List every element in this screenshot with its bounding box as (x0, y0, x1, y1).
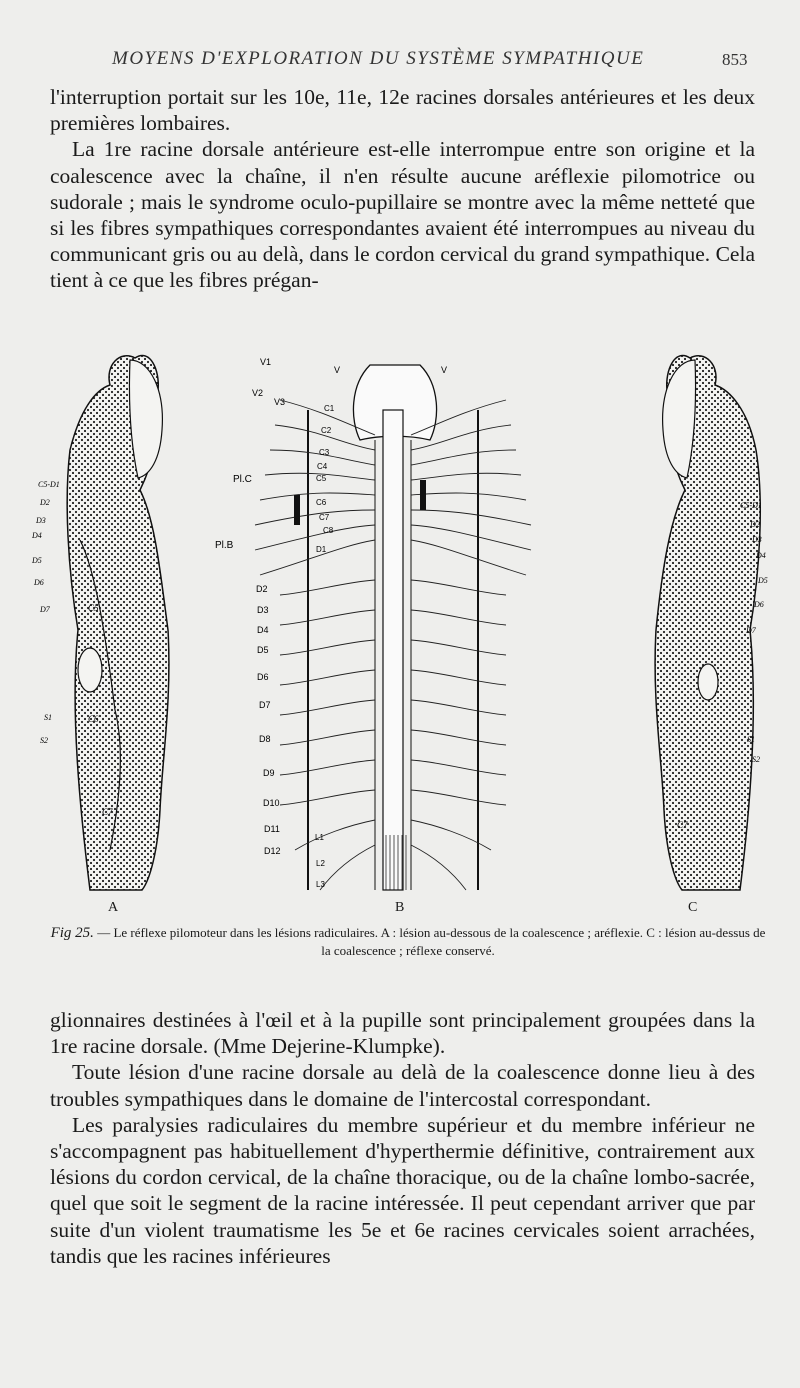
panel-c-label-c7: C7 (677, 820, 688, 830)
panel-a-label-d4: D4 (32, 531, 42, 540)
paragraph: Toute lésion d'une racine dorsale au delà de la coalescence donne lieu à des troubles sympathiques dans le domaine de l'intercostal correspondant. (50, 1060, 755, 1111)
panel-a-label-c6: C6 (88, 714, 99, 724)
paragraph: La 1re racine dorsale antérieure est-elle interrompue entre son origine et la coalescence avec la chaîne, il n'en résulte aucune aréflexie pilomotrice ou sudorale ; mais le syndrome oculo-pupillaire se montre avec la même netteté que si les fibres sympathiques correspondantes avaient été interrompues au niveau du communicant gris ou au delà, dans le cordon cervical du grand sympathique. Cela tient à ce que les fibres prégan- (50, 137, 755, 293)
spine-label-c7: C7 (319, 513, 330, 522)
spine-label-v-right: V (441, 365, 448, 375)
panel-a-label-c7: C7 (102, 807, 113, 817)
spine-label-c2: C2 (321, 426, 332, 435)
caption-text: — Le réflexe pilomoteur dans les lésions radiculaires. A : lésion au-dessous de la coalescence ; aréflexie. C : lésion au-dessus de la coalescence ; réflexe conservé. (97, 925, 766, 958)
panel-a-label-d6: D6 (34, 578, 44, 587)
spine-label-c5: C5 (316, 474, 327, 483)
spine-label-d9: D9 (263, 768, 275, 778)
figure-number: Fig 25. (50, 925, 94, 941)
spine-label-d1: D1 (316, 545, 327, 554)
page-number: 853 (722, 50, 748, 69)
spine-label-c8: C8 (323, 526, 334, 535)
panel-c-label-d5: D5 (758, 576, 768, 585)
spine-label-v3: V3 (274, 397, 286, 407)
spine-label-c1: C1 (324, 404, 335, 413)
panel-c-label-d3: D3 (752, 535, 762, 544)
spine-label-v1: V1 (260, 357, 272, 367)
spine-label-d11: D11 (264, 824, 280, 834)
panel-c-label-d7: D7 (746, 626, 756, 635)
spine-label-l2: L2 (316, 859, 325, 868)
panel-c-label-d4: D4 (756, 551, 766, 560)
spine-label-v2: V2 (252, 388, 264, 398)
body-text-top (50, 84, 755, 294)
panel-a-label-d3: D3 (36, 516, 46, 525)
spine-label-d2: D2 (256, 584, 268, 594)
spine-label-v-left: V (334, 365, 341, 375)
panel-a-label-c5-d1: C5-D1 (38, 480, 60, 489)
spine-label-d6: D6 (257, 672, 269, 682)
panel-b-spine (255, 365, 531, 890)
panel-label-b: B (395, 900, 405, 915)
panel-c-body (655, 356, 760, 890)
spine-label-plc: Pl.C (233, 474, 252, 485)
paragraph: glionnaires destinées à l'œil et à la pupille sont principalement groupées dans la 1re racine dorsale. (Mme Dejerine-Klumpke). (50, 1008, 755, 1059)
spine-label-l3: L3 (316, 880, 325, 889)
running-head-title: MOYENS D'EXPLORATION DU SYSTÈME SYMPATHIQUE (112, 48, 645, 69)
spine-label-d10: D10 (263, 798, 280, 808)
paragraph: l'interruption portait sur les 10e, 11e, 12e racines dorsales antérieures et les deux premières lombaires. (50, 85, 755, 136)
spine-label-d4: D4 (257, 625, 269, 635)
panel-a-body (67, 356, 169, 890)
spine-label-c4: C4 (317, 462, 328, 471)
paragraph: Les paralysies radiculaires du membre supérieur et du membre inférieur ne s'accompagnent pas habituellement d'hyperthermie définitive, contrairement aux lésions du cordon cervical, de la chaîne thoracique, ou de la chaîne lombo-sacrée, quel que soit le segment de la racine intéressée. Il peut cependant arriver que par suite d'un violent traumatisme les 5e et 6e racines cervicales soient arrachées, tandis que les racines inférieures (50, 1112, 755, 1268)
panel-c-label-c5-d1: C5-D1 (740, 501, 762, 510)
spine-label-d12: D12 (264, 846, 281, 856)
panel-label-a: A (108, 900, 119, 915)
running-head (0, 48, 800, 74)
panel-a-label-d5: D5 (32, 556, 42, 565)
panel-a-label-d7: D7 (40, 605, 50, 614)
panel-a-label-s2: S2 (40, 736, 48, 745)
figure-caption (48, 924, 768, 960)
spine-label-plb: Pl.B (215, 540, 234, 551)
panel-a-label-s1: S1 (44, 713, 52, 722)
spine-label-d7: D7 (259, 700, 271, 710)
spine-label-l1: L1 (315, 833, 324, 842)
spine-label-d5: D5 (257, 645, 269, 655)
panel-c-label-s2: S2 (752, 755, 760, 764)
spine-label-d3: D3 (257, 605, 269, 615)
spine-label-c3: C3 (319, 448, 330, 457)
panel-a-label-d2: D2 (40, 498, 50, 507)
figure-25 (32, 330, 775, 920)
spine-label-d8: D8 (259, 734, 271, 744)
panel-c-label-d2: D2 (750, 520, 760, 529)
panel-c-label-s1: S1 (747, 735, 755, 744)
spine-label-c6: C6 (316, 498, 327, 507)
body-text-bottom (50, 1007, 755, 1269)
figure-illustration (32, 330, 775, 920)
panel-label-c: C (688, 900, 698, 915)
panel-c-label-d6: D6 (754, 600, 764, 609)
panel-a-label-c5: C5 (88, 603, 99, 613)
